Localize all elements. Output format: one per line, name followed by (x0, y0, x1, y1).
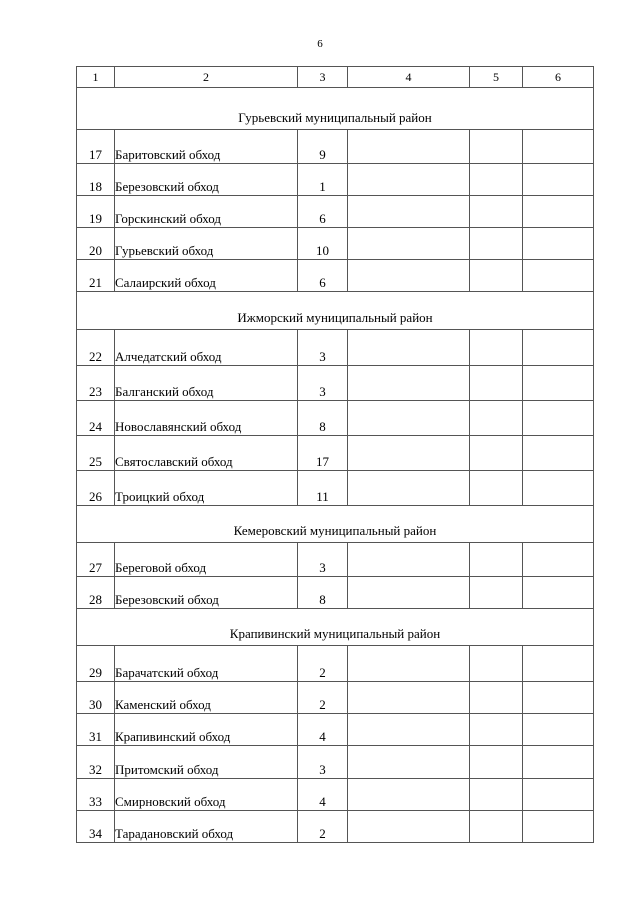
empty-cell (523, 543, 594, 577)
table-row (77, 260, 594, 292)
table-row (77, 366, 594, 401)
empty-cell (523, 779, 594, 811)
empty-cell (523, 682, 594, 714)
table-row (77, 543, 594, 577)
empty-cell (523, 228, 594, 260)
row-name: Гурьевский обход (115, 228, 298, 260)
row-number: 24 (77, 401, 115, 436)
table-row (77, 714, 594, 746)
empty-cell (470, 164, 523, 196)
empty-cell (348, 779, 470, 811)
row-name: Каменский обход (115, 682, 298, 714)
row-number: 30 (77, 682, 115, 714)
section-row (77, 292, 594, 330)
empty-cell (470, 260, 523, 292)
page-number: 6 (317, 38, 323, 50)
table-row (77, 746, 594, 779)
row-count: 6 (298, 260, 348, 292)
empty-cell (470, 714, 523, 746)
row-name: Святославский обход (115, 436, 298, 471)
row-name: Тараданoвский обход (115, 811, 298, 843)
empty-cell (348, 746, 470, 779)
section-row (77, 506, 594, 543)
empty-cell (523, 366, 594, 401)
column-header: 6 (523, 67, 594, 88)
empty-cell (348, 164, 470, 196)
row-count: 3 (298, 330, 348, 366)
empty-cell (348, 577, 470, 609)
row-number: 26 (77, 471, 115, 506)
empty-cell (523, 330, 594, 366)
empty-cell (470, 779, 523, 811)
row-count: 2 (298, 811, 348, 843)
empty-cell (470, 196, 523, 228)
column-header: 1 (77, 67, 115, 88)
table-row (77, 646, 594, 682)
row-name: Салаирский обход (115, 260, 298, 292)
row-count: 8 (298, 577, 348, 609)
section-row (77, 88, 594, 130)
row-name: Береговой обход (115, 543, 298, 577)
row-name: Смирновский обход (115, 779, 298, 811)
row-name: Баритовский обход (115, 130, 298, 164)
row-number: 33 (77, 779, 115, 811)
column-header: 3 (298, 67, 348, 88)
section-title: Ижморский муниципальный район (77, 292, 594, 330)
row-count: 3 (298, 543, 348, 577)
row-number: 27 (77, 543, 115, 577)
empty-cell (348, 811, 470, 843)
row-name: Барачатский обход (115, 646, 298, 682)
row-count: 4 (298, 714, 348, 746)
column-header: 5 (470, 67, 523, 88)
empty-cell (470, 577, 523, 609)
empty-cell (470, 646, 523, 682)
row-name: Троицкий обход (115, 471, 298, 506)
empty-cell (348, 260, 470, 292)
empty-cell (523, 577, 594, 609)
row-number: 17 (77, 130, 115, 164)
row-name: Крапивинский обход (115, 714, 298, 746)
empty-cell (523, 746, 594, 779)
row-number: 22 (77, 330, 115, 366)
table-row (77, 330, 594, 366)
row-number: 28 (77, 577, 115, 609)
empty-cell (470, 746, 523, 779)
row-count: 11 (298, 471, 348, 506)
empty-cell (523, 196, 594, 228)
section-title: Кемеровский муниципальный район (77, 506, 594, 543)
table-row (77, 196, 594, 228)
row-name: Березовский обход (115, 577, 298, 609)
empty-cell (348, 714, 470, 746)
empty-cell (470, 401, 523, 436)
table-row (77, 682, 594, 714)
row-count: 8 (298, 401, 348, 436)
row-count: 3 (298, 746, 348, 779)
empty-cell (348, 228, 470, 260)
empty-cell (523, 164, 594, 196)
row-number: 31 (77, 714, 115, 746)
row-count: 3 (298, 366, 348, 401)
row-name: Алчедатский обход (115, 330, 298, 366)
row-number: 32 (77, 746, 115, 779)
empty-cell (470, 543, 523, 577)
empty-cell (348, 130, 470, 164)
section-title: Гурьевский муниципальный район (77, 88, 594, 130)
table-row (77, 577, 594, 609)
row-count: 1 (298, 164, 348, 196)
row-number: 20 (77, 228, 115, 260)
empty-cell (348, 366, 470, 401)
empty-cell (470, 330, 523, 366)
empty-cell (470, 682, 523, 714)
table-row (77, 779, 594, 811)
empty-cell (470, 228, 523, 260)
row-number: 18 (77, 164, 115, 196)
empty-cell (523, 130, 594, 164)
empty-cell (523, 714, 594, 746)
table-header-row (77, 67, 594, 88)
row-number: 25 (77, 436, 115, 471)
empty-cell (470, 471, 523, 506)
empty-cell (348, 543, 470, 577)
document-table (76, 66, 594, 843)
row-number: 21 (77, 260, 115, 292)
empty-cell (523, 436, 594, 471)
row-count: 2 (298, 646, 348, 682)
empty-cell (523, 401, 594, 436)
table-row (77, 130, 594, 164)
row-number: 29 (77, 646, 115, 682)
empty-cell (523, 471, 594, 506)
row-name: Новославянский обход (115, 401, 298, 436)
table-row (77, 811, 594, 843)
row-name: Горскинский обход (115, 196, 298, 228)
table-row (77, 471, 594, 506)
table-row (77, 164, 594, 196)
row-name: Притомский обход (115, 746, 298, 779)
empty-cell (470, 130, 523, 164)
empty-cell (348, 330, 470, 366)
row-count: 10 (298, 228, 348, 260)
empty-cell (470, 811, 523, 843)
row-count: 4 (298, 779, 348, 811)
empty-cell (523, 811, 594, 843)
empty-cell (348, 436, 470, 471)
table-row (77, 436, 594, 471)
column-header: 2 (115, 67, 298, 88)
row-count: 9 (298, 130, 348, 164)
row-name: Березовский обход (115, 164, 298, 196)
table-row (77, 401, 594, 436)
empty-cell (470, 436, 523, 471)
row-number: 34 (77, 811, 115, 843)
section-row (77, 609, 594, 646)
empty-cell (348, 682, 470, 714)
column-header: 4 (348, 67, 470, 88)
row-count: 2 (298, 682, 348, 714)
empty-cell (470, 366, 523, 401)
row-count: 6 (298, 196, 348, 228)
section-title: Крапивинский муниципальный район (77, 609, 594, 646)
empty-cell (348, 196, 470, 228)
row-number: 23 (77, 366, 115, 401)
row-number: 19 (77, 196, 115, 228)
row-count: 17 (298, 436, 348, 471)
empty-cell (523, 260, 594, 292)
empty-cell (348, 401, 470, 436)
empty-cell (348, 471, 470, 506)
table-row (77, 228, 594, 260)
row-name: Балганский обход (115, 366, 298, 401)
empty-cell (348, 646, 470, 682)
empty-cell (523, 646, 594, 682)
